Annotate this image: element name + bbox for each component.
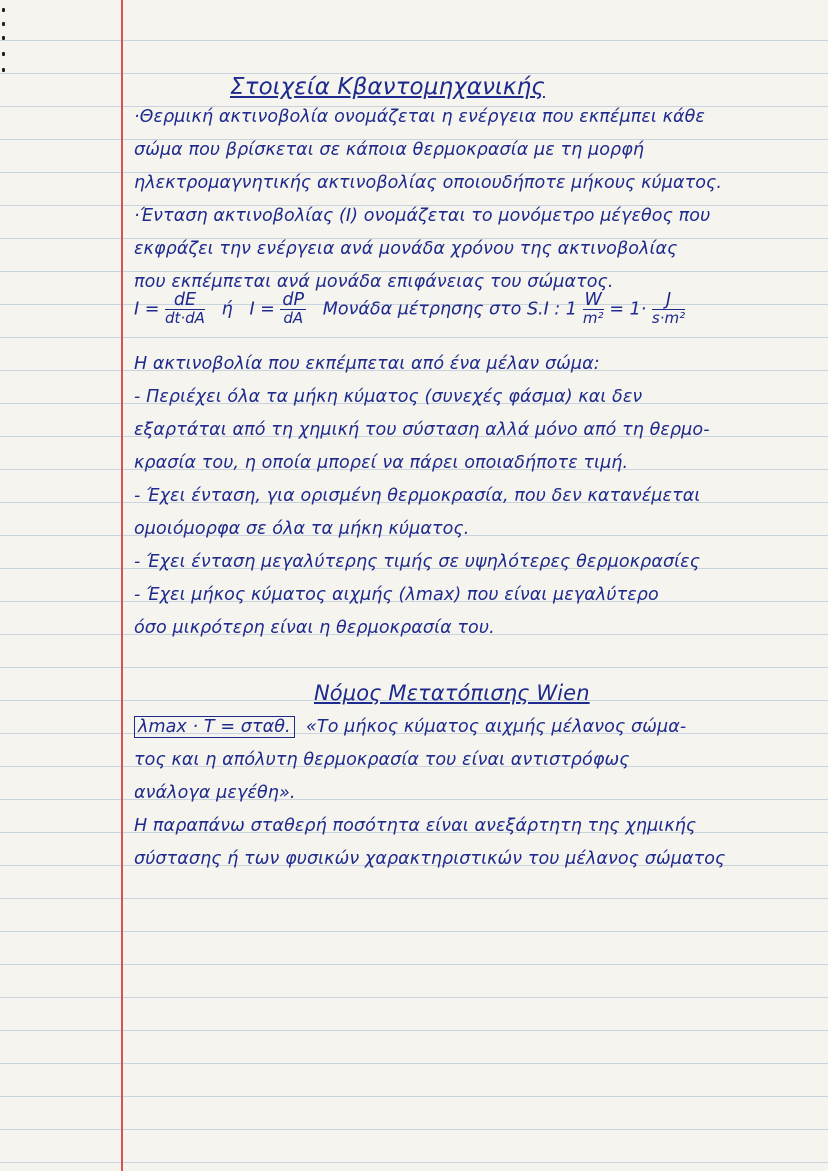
numerator: J (652, 292, 685, 310)
fraction (583, 292, 604, 327)
text-line: σώμα που βρίσκεται σε κάποια θερμοκρασία με τη μορφή (134, 140, 645, 160)
formula-lhs: I = (134, 299, 160, 320)
section-title: Στοιχεία Κβαντομηχανικής (230, 74, 545, 100)
or-text: ή (221, 299, 233, 320)
text-line: ·Θερμική ακτινοβολία ονομάζεται η ενέργεια που εκπέμπει κάθε (134, 107, 705, 127)
text-line: ομοιόμορφα σε όλα τα μήκη κύματος. (134, 519, 470, 539)
numerator: dE (165, 292, 205, 310)
fraction (165, 292, 205, 327)
text-line: - Έχει ένταση, για ορισμένη θερμοκρασία, που δεν κατανέμεται (134, 486, 701, 506)
denominator: dt·dA (164, 309, 205, 327)
numerator: W (584, 290, 602, 310)
text-line: τος και η απόλυτη θερμοκρασία του είναι αντιστρόφως (134, 750, 630, 770)
text-line: ηλεκτρομαγνητικής ακτινοβολίας οποιουδήποτε μήκους κύματος. (134, 173, 723, 193)
text-line: Η παραπάνω σταθερή ποσότητα είναι ανεξάρτητη της χημικής (134, 816, 697, 836)
denominator: s·m² (651, 309, 686, 327)
denominator: dA (283, 309, 304, 327)
fraction (280, 292, 306, 327)
binding-hole (2, 36, 5, 40)
binding-hole (2, 52, 5, 56)
text-line: - Έχει μήκος κύματος αιχμής (λmax) που είναι μεγαλύτερο (134, 585, 659, 605)
text-inline: «Το μήκος κύματος αιχμής μέλανος σώμα- (306, 717, 687, 737)
equals-text: = 1· (609, 299, 647, 320)
text-line: εξαρτάται από τη χημική του σύσταση αλλά μόνο από τη θερμο- (134, 420, 710, 440)
text-line: που εκπέμπεται ανά μονάδα επιφάνειας του σώματος. (134, 272, 614, 292)
text-line: όσο μικρότερη είναι η θερμοκρασία του. (134, 618, 495, 638)
text-line: ·Ένταση ακτινοβολίας (I) ονομάζεται το μονόμετρο μέγεθος που (134, 206, 711, 226)
fraction (652, 292, 685, 327)
unit-text: Μονάδα μέτρησης στο S.I : 1 (322, 299, 577, 320)
text-line: κρασία του, η οποία μπορεί να πάρει οποιαδήποτε τιμή. (134, 453, 629, 473)
intensity-formula (134, 292, 685, 327)
wien-law-line (134, 716, 810, 738)
text-line: εκφράζει την ενέργεια ανά μονάδα χρόνου της ακτινοβολίας (134, 239, 678, 259)
section-title: Νόμος Μετατόπισης Wien (314, 681, 590, 705)
margin-line (121, 0, 123, 1171)
binding-hole (2, 22, 5, 26)
binding-hole (2, 68, 5, 72)
text-line: - Έχει ένταση μεγαλύτερης τιμής σε υψηλότερες θερμοκρασίες (134, 552, 701, 572)
binding-holes (2, 0, 8, 80)
denominator: m² (582, 309, 604, 327)
text-line: ανάλογα μεγέθη». (134, 783, 296, 803)
text-line: Η ακτινοβολία που εκπέμπεται από ένα μέλαν σώμα: (134, 354, 600, 374)
numerator: dP (282, 290, 305, 310)
text-line: - Περιέχει όλα τα μήκη κύματος (συνεχές φάσμα) και δεν (134, 387, 643, 407)
text-line: σύστασης ή των φυσικών χαρακτηριστικών του μέλανος σώματος (134, 849, 726, 869)
formula-lhs: I = (249, 299, 275, 320)
binding-hole (2, 8, 5, 12)
boxed-formula: λmax · T = σταθ. (134, 716, 295, 738)
